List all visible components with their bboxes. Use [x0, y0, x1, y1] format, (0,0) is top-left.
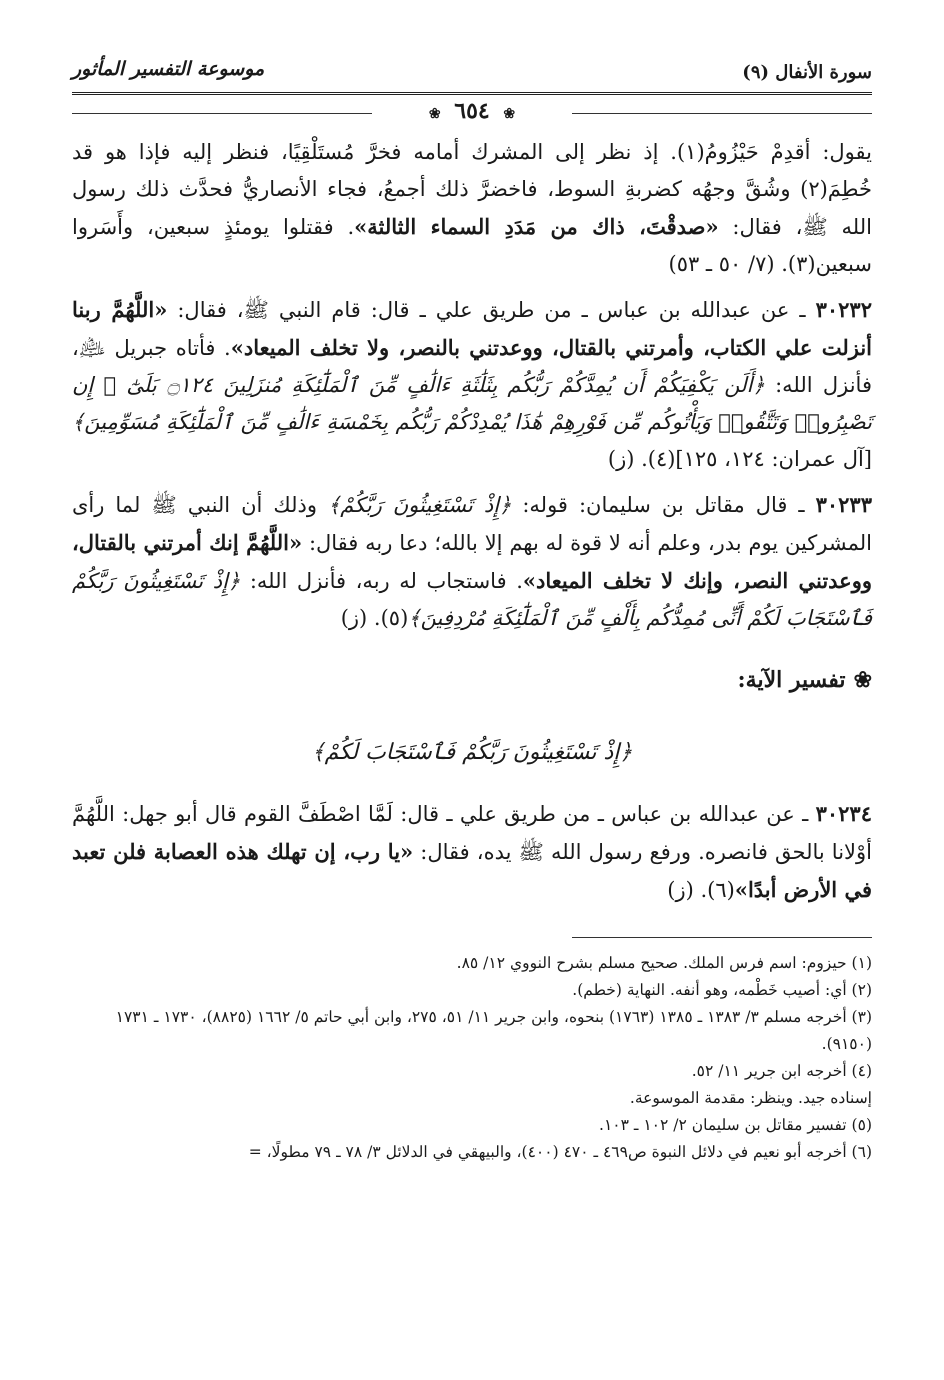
- footnote-separator: [572, 937, 872, 938]
- footnote-4: (٤) أخرجه ابن جرير ١١/ ٥٢.: [691, 1062, 872, 1080]
- narration-number: ٣٠٢٣٢: [815, 297, 872, 322]
- narration-30234: [72, 795, 872, 909]
- quran-verse: ﴿إِذْ تَسْتَغِيثُونَ رَبَّكُمْ فَٱسْتَجَابَ لَكُمْ أَنِّى مُمِدُّكُم بِأَلْفٍ مِّنَ ٱلْمَلَٰٓئِكَةِ مُرْدِفِينَ﴾: [72, 569, 872, 630]
- ornament-icon: ❀: [503, 106, 516, 122]
- narration-30232: [72, 291, 872, 478]
- paragraph-text: وذلك أن النبي ﷺ لما رأى المشركين يوم بدر، وعلم أنه لا قوة له بهم إلا بالله؛ دعا ربه فقال:: [72, 493, 872, 555]
- paragraph-text: ـ عن عبدالله بن عباس ـ من طريق علي ـ قال: قام النبي ﷺ، فقال:: [167, 298, 816, 322]
- paragraph-continuation: [72, 134, 872, 283]
- narration-number: ٣٠٢٣٣: [815, 492, 872, 517]
- ornament-icon: ❀: [428, 106, 441, 122]
- page-number-row: [72, 98, 872, 130]
- paragraph-text: . فاستجاب له ربه، فأنزل الله:: [240, 569, 523, 593]
- header-rule: [72, 92, 872, 95]
- paragraph-text: ـ قال مقاتل بن سليمان: قوله:: [511, 493, 816, 517]
- footnotes: [72, 950, 872, 1166]
- footnote-1: (١) حيزوم: اسم فرس الملك. صحيح مسلم بشرح النووي ١٢/ ٨٥.: [456, 954, 872, 972]
- footnote-3: (٣) أخرجه مسلم ٣/ ١٣٨٣ ـ ١٣٨٥ (١٧٦٣) بنحوه، وابن جرير ١١/ ٥١، ٢٧٥، وابن أبي حاتم ٥/ ١٦٦٢ (٨٨٢٥)، ١٧٣٠ ـ ١٧٣١ (٩١٥٠).: [115, 1008, 872, 1053]
- book-title: موسوعة التفسير المأثور: [72, 58, 265, 80]
- paragraph-text: (٥). (ز): [340, 606, 409, 630]
- running-header: [72, 58, 872, 96]
- section-title: [72, 667, 872, 707]
- footnote-5: (٥) تفسير مقاتل بن سليمان ٢/ ١٠٢ ـ ١٠٣.: [599, 1116, 872, 1134]
- page-number-value: ٦٥٤: [454, 98, 490, 124]
- paragraph-text: يقول: أقدِمْ حَيْزُومُ(١). إذ نظر إلى المشرك أمامه فخرَّ مُستَلْقِيًا، فنظر إليه فإذا هو قد خُطِمَ(٢) وشُقَّ وجهُه كضربةِ السوط، فاخضرَّ ذلك أجمعُ، فجاء الأنصاريُّ فحدَّث ذلك رسول الله ﷺ، فقال:: [72, 140, 872, 239]
- quran-verse: ﴿أَلَن يَكْفِيَكُمْ أَن يُمِدَّكُمْ رَبُّكُم بِثَلَٰثَةِ ءَالَٰفٍ مِّنَ ٱلْمَلَٰٓئِكَةِ مُنزَلِينَ ۝١٢٤ بَلَىٰٓ ۚ إِن تَصْبِرُوا۟ وَتَتَّقُوا۟ وَيَأْتُوكُم مِّن فَوْرِهِمْ هَٰذَا يُمْدِدْكُمْ رَبُّكُم بِخَمْسَةِ ءَالَٰفٍ مِّنَ ٱلْمَلَٰٓئِكَةِ مُسَوِّمِينَ﴾: [72, 373, 872, 434]
- quran-verse: ﴿إِذْ تَسْتَغِيثُونَ رَبَّكُمْ﴾: [327, 493, 512, 517]
- page-number: [72, 98, 872, 124]
- section-title-text: تفسير الآية:: [737, 667, 846, 693]
- ornament-icon: ❀: [853, 667, 872, 693]
- footnote-2: (٢) أي: أصيب خَطْمه، وهو أنفه. النهاية (خطم).: [572, 981, 872, 999]
- paragraph-text: ـ عن عبدالله بن عباس ـ من طريق علي ـ قال: لَمَّا اصْطَفَّ القوم قال أبو جهل: اللَّهُمَّ أوْلانا بالحق فانصره. ورفع رسول الله ﷺ يده، فقال:: [72, 802, 873, 864]
- surah-title: سورة الأنفال (٩): [742, 62, 872, 83]
- hadith-quote: «يا رب، إن تهلك هذه العصابة فلن تعبد في الأرض أبدًا»: [72, 839, 872, 902]
- footnote-4-note: إسناده جيد. وينظر: مقدمة الموسوعة.: [629, 1089, 872, 1107]
- footnote-6: (٦) أخرجه أبو نعيم في دلائل النبوة ص٤٦٩ ـ ٤٧٠ (٤٠٠)، والبيهقي في الدلائل ٣/ ٧٨ ـ ٧٩ مطولًا، =: [248, 1143, 872, 1161]
- hadith-quote: «اللَّهُمَّ إنك أمرتني بالقتال، ووعدتني النصر، وإنك لا تخلف الميعاد»: [72, 530, 872, 593]
- narration-30233: [72, 486, 872, 637]
- paragraph-text: (٦). (ز): [667, 878, 735, 902]
- verse-heading: ﴿إِذْ تَسْتَغِيثُونَ رَبَّكُمْ فَٱسْتَجَابَ لَكُمْ﴾: [311, 740, 633, 765]
- paragraph-text: . فأتاه جبريل ﵇، فأنزل الله:: [72, 336, 872, 397]
- paragraph-text: . فقتلوا يومئذٍ سبعين، وأَسَروا سبعين(٣). (٧/ ٥٠ ـ ٥٣): [72, 215, 872, 276]
- paragraph-text: [آل عمران: ١٢٤، ١٢٥](٤). (ز): [607, 447, 872, 471]
- book-page: [72, 58, 872, 1358]
- narration-number: ٣٠٢٣٤: [815, 801, 872, 826]
- hadith-quote: «اللَّهُمَّ ربنا أنزلت علي الكتاب، وأمرتني بالقتال، ووعدتني بالنصر، ولا تخلف الميعاد»: [72, 297, 872, 360]
- hadith-quote: «صدقْتَ، ذاك من مَدَدِ السماء الثالثة»: [354, 214, 719, 239]
